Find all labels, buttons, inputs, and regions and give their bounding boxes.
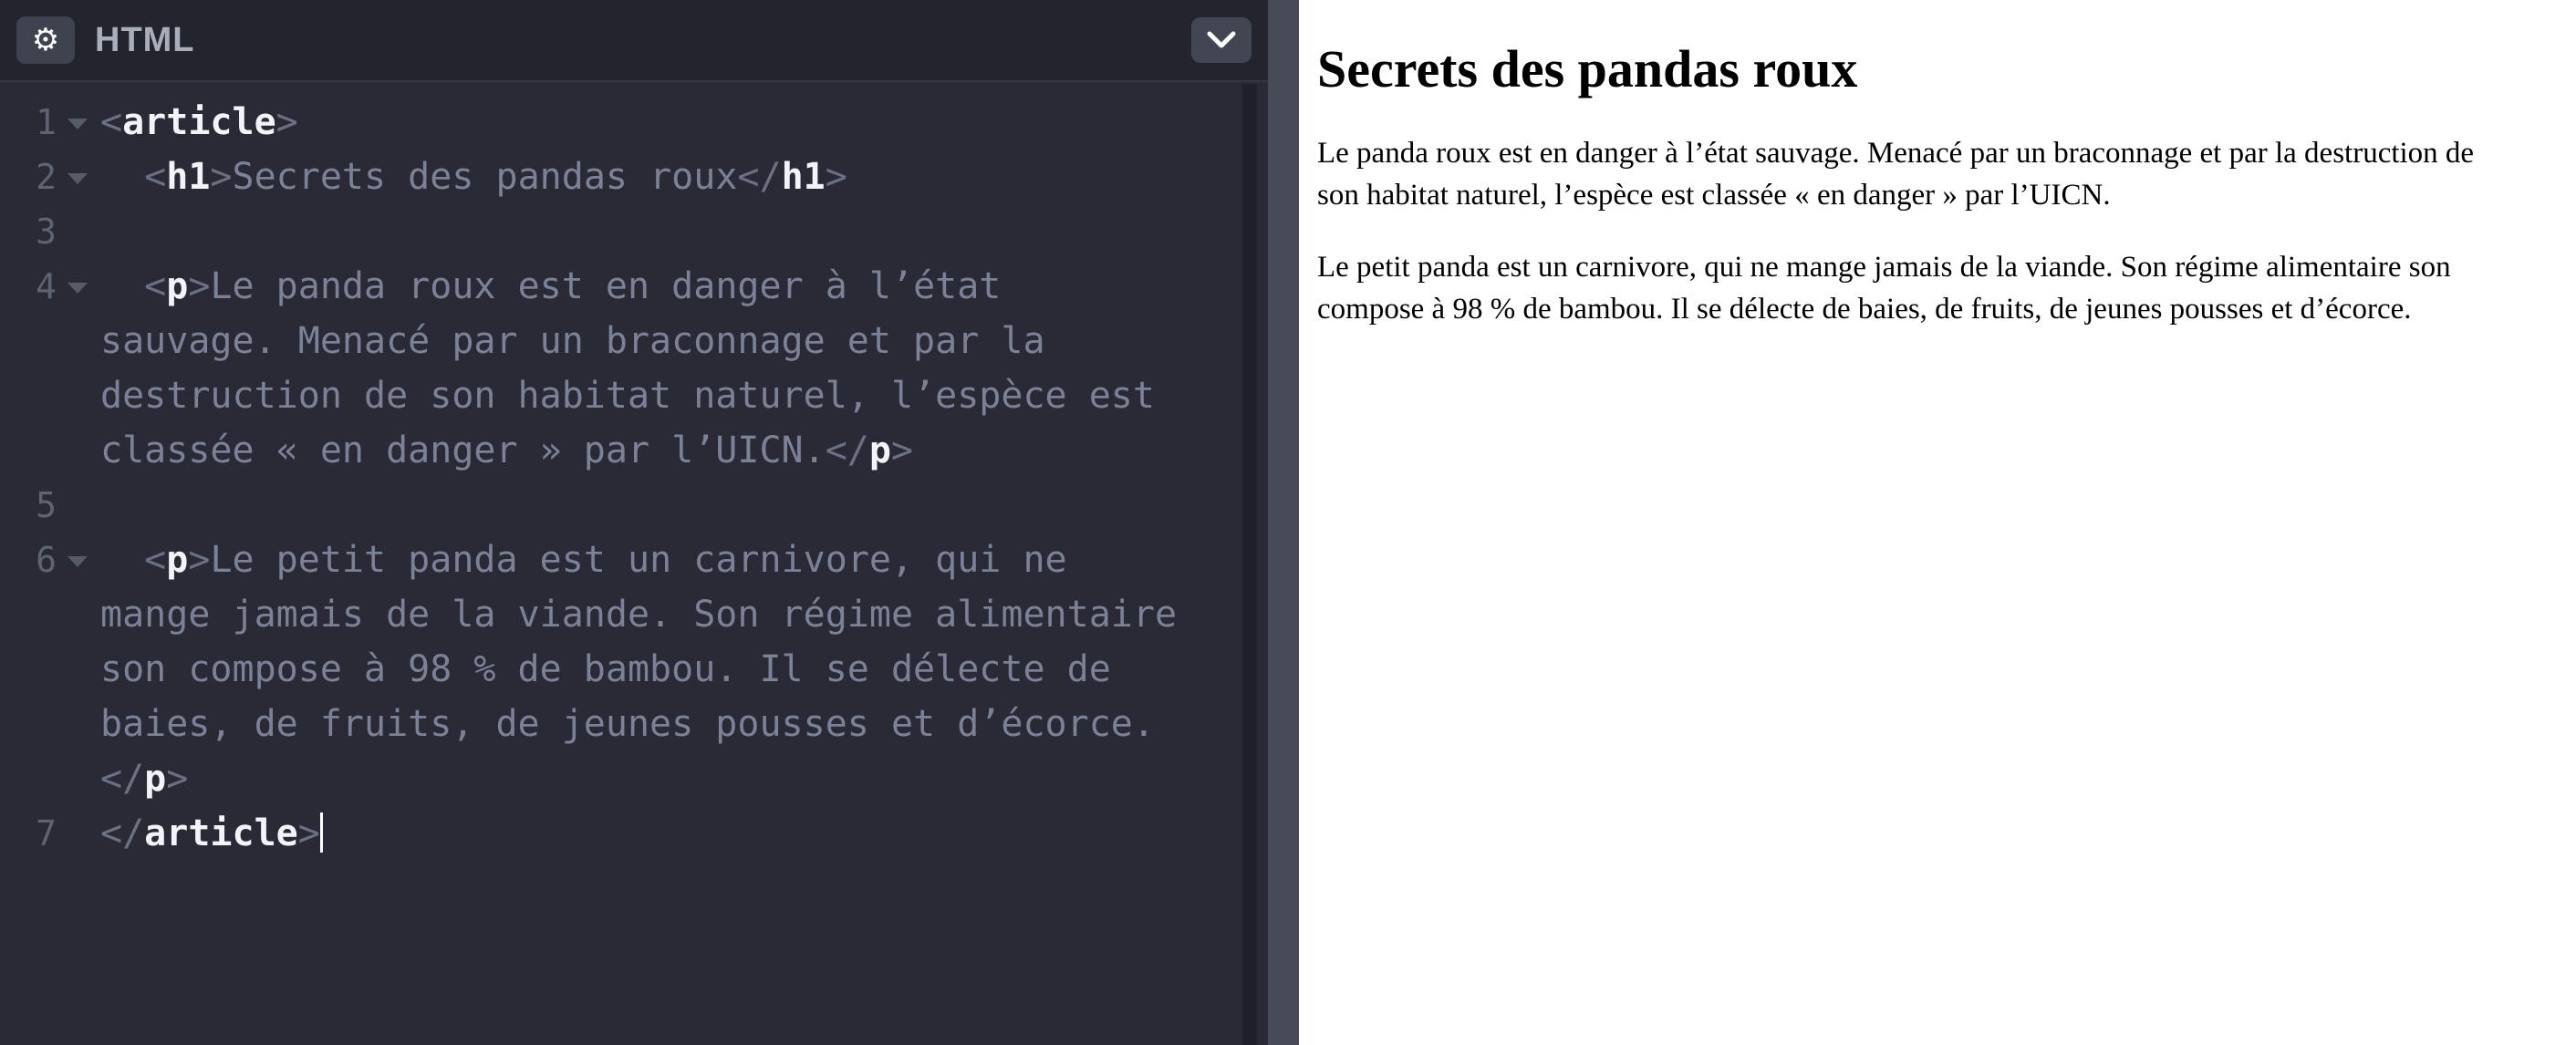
code-token-text: son compose à 98 % de bambou. Il se délecte de <box>100 648 1111 690</box>
code-token-punctuation: > <box>825 156 847 198</box>
gear-icon: ⚙ <box>31 22 60 58</box>
line-gutter <box>0 368 100 423</box>
fold-spacer <box>57 751 93 806</box>
code-text <box>100 314 1045 368</box>
line-gutter <box>0 642 100 697</box>
fold-spacer <box>57 314 93 368</box>
html-editor-pane <box>0 0 1268 1045</box>
fold-toggle-icon[interactable] <box>57 95 93 150</box>
text-caret <box>320 812 323 853</box>
code-token-punctuation: > <box>210 156 233 198</box>
line-number: 5 <box>36 485 57 525</box>
code-line[interactable] <box>0 751 1268 806</box>
code-text <box>100 95 298 150</box>
code-token-tag: p <box>868 429 891 471</box>
code-token-tag: h1 <box>166 156 211 198</box>
collapse-editor-button[interactable] <box>1191 17 1252 63</box>
code-line[interactable] <box>0 587 1268 642</box>
code-text <box>100 642 1111 697</box>
code-token-punctuation: </ <box>100 758 145 800</box>
code-line[interactable] <box>0 642 1268 697</box>
fold-spacer <box>57 478 93 533</box>
line-gutter <box>0 150 100 204</box>
code-line[interactable] <box>0 533 1268 587</box>
editor-settings-button[interactable] <box>16 16 75 64</box>
code-token-punctuation: < <box>100 101 123 143</box>
code-token-text: Secrets des pandas roux <box>232 156 738 198</box>
preview-heading: Secrets des pandas roux <box>1317 39 1858 98</box>
line-number: 1 <box>36 102 57 142</box>
code-token-punctuation: > <box>166 758 189 800</box>
code-token-tag: p <box>166 265 189 307</box>
code-token-tag: p <box>166 539 189 581</box>
line-number: 2 <box>36 157 57 197</box>
line-gutter <box>0 697 100 751</box>
code-token-tag: h1 <box>781 156 826 198</box>
code-line[interactable] <box>0 204 1268 259</box>
line-gutter <box>0 533 100 587</box>
line-number: 6 <box>36 540 57 580</box>
code-token-text: Le panda roux est en danger à l’état <box>210 265 1002 307</box>
preview-paragraph: Le petit panda est un carnivore, qui ne mange jamais de la viande. Son régime alimentaire son compose à 98 % de bambou. Il se délecte de baies, de fruits, de jeunes pousses et d’écorce. <box>1317 251 2451 326</box>
line-gutter <box>0 751 100 806</box>
code-text <box>100 533 1067 587</box>
code-token-text: classée « en danger » par l’UICN. <box>100 429 826 471</box>
code-token-punctuation: < <box>100 156 167 198</box>
fold-spacer <box>57 642 93 697</box>
code-text <box>100 751 188 806</box>
fold-spacer <box>57 423 93 478</box>
fold-toggle-icon[interactable] <box>57 533 93 587</box>
fold-spacer <box>57 368 93 423</box>
code-text <box>100 423 913 478</box>
code-token-text: baies, de fruits, de jeunes pousses et d’écorce. <box>100 703 1155 745</box>
preview-body <box>1317 132 2518 330</box>
line-gutter <box>0 204 100 259</box>
code-token-punctuation: > <box>275 101 298 143</box>
line-number: 3 <box>36 212 57 252</box>
code-token-text: mange jamais de la viande. Son régime alimentaire <box>100 594 1178 636</box>
line-gutter <box>0 806 100 861</box>
code-line[interactable] <box>0 368 1268 423</box>
code-editor[interactable] <box>0 82 1268 861</box>
line-gutter <box>0 259 100 314</box>
code-text <box>100 806 323 861</box>
code-line[interactable] <box>0 697 1268 751</box>
code-token-punctuation: > <box>890 429 914 471</box>
code-token-punctuation: > <box>188 265 211 307</box>
code-token-tag: article <box>122 101 276 143</box>
code-token-punctuation: </ <box>825 429 869 471</box>
line-gutter <box>0 478 100 533</box>
pane-resizer-handle[interactable] <box>1268 0 1299 1045</box>
code-token-tag: article <box>144 812 298 854</box>
code-line[interactable] <box>0 150 1268 204</box>
line-gutter <box>0 95 100 150</box>
fold-spacer <box>57 204 93 259</box>
code-token-punctuation: </ <box>100 812 145 854</box>
code-line[interactable] <box>0 259 1268 314</box>
code-token-punctuation: < <box>100 265 167 307</box>
code-text <box>100 368 1155 423</box>
code-token-punctuation: > <box>297 812 320 854</box>
editor-title: HTML <box>95 20 195 59</box>
code-token-tag: p <box>144 758 167 800</box>
line-gutter <box>0 587 100 642</box>
chevron-down-icon <box>1206 30 1237 50</box>
code-text <box>100 587 1177 642</box>
code-token-punctuation: </ <box>737 156 782 198</box>
code-text <box>100 697 1155 751</box>
line-gutter <box>0 423 100 478</box>
code-text <box>100 259 1001 314</box>
line-number: 4 <box>36 266 57 306</box>
fold-toggle-icon[interactable] <box>57 150 93 204</box>
fold-spacer <box>57 587 93 642</box>
code-token-text: destruction de son habitat naturel, l’espèce est <box>100 375 1155 417</box>
preview-pane <box>1299 0 2576 1045</box>
line-number: 7 <box>36 813 57 854</box>
code-text <box>100 150 847 204</box>
fold-spacer <box>57 806 93 861</box>
code-token-text: sauvage. Menacé par un braconnage et par la <box>100 320 1045 362</box>
code-token-punctuation: < <box>100 539 167 581</box>
line-gutter <box>0 314 100 368</box>
code-line[interactable] <box>0 95 1268 150</box>
code-line[interactable] <box>0 314 1268 368</box>
code-line[interactable] <box>0 806 1268 861</box>
preview-paragraph: Le panda roux est en danger à l’état sauvage. Menacé par un braconnage et par la destruction de son habitat naturel, l’espèce est classée « en danger » par l’UICN. <box>1317 137 2475 212</box>
code-line[interactable] <box>0 423 1268 478</box>
fold-spacer <box>57 697 93 751</box>
editor-scrollbar[interactable] <box>1242 84 1257 1045</box>
code-line[interactable] <box>0 478 1268 533</box>
code-token-punctuation: > <box>188 539 211 581</box>
fold-toggle-icon[interactable] <box>57 259 93 314</box>
editor-header <box>0 0 1268 82</box>
code-token-text: Le petit panda est un carnivore, qui ne <box>210 539 1067 581</box>
